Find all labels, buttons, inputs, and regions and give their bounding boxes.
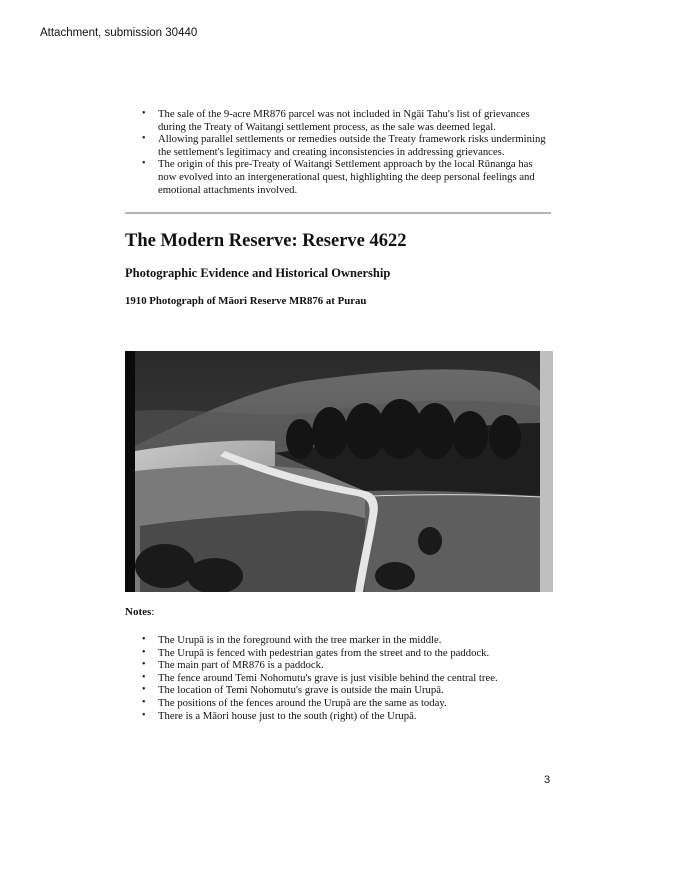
notes-section [125, 606, 555, 722]
list-item: • The fence around Temi Nohomutu's grave is just visible behind the central tree. [125, 672, 555, 685]
page-header: Attachment, submission 30440 [40, 27, 198, 39]
notes-label-text: Notes [125, 606, 152, 618]
photograph-image [125, 351, 553, 592]
list-item: • Allowing parallel settlements or remedies outside the Treaty framework risks undermining the settlement's legitimacy and creating inconsistencies in addressing grievances. [125, 133, 551, 158]
main-content [125, 108, 551, 308]
list-item: • The main part of MR876 is a paddock. [125, 659, 555, 672]
intro-bullet-list [125, 108, 551, 196]
notes-label-suffix: : [151, 606, 155, 618]
list-item: • The origin of this pre-Treaty of Waitangi Settlement approach by the local Rūnanga has now evolved into an intergenerational quest, highlighting the deep personal feelings and emotional attachments involved. [125, 158, 551, 196]
list-item: • The Urupā is in the foreground with the tree marker in the middle. [125, 634, 555, 647]
page-number: 3 [544, 774, 551, 786]
horizontal-divider [125, 212, 551, 214]
list-item: • The Urupā is fenced with pedestrian gates from the street and to the paddock. [125, 647, 555, 660]
notes-bullet-list [125, 634, 555, 722]
historical-photograph [125, 351, 553, 592]
list-item: • The positions of the fences around the Urupā are the same as today. [125, 697, 555, 710]
list-item: • The location of Temi Nohomutu's grave is outside the main Urupā. [125, 684, 555, 697]
notes-heading [125, 606, 555, 618]
photo-caption: 1910 Photograph of Māori Reserve MR876 at Purau [125, 295, 367, 308]
section-subtitle: Photographic Evidence and Historical Ownership [125, 266, 391, 281]
list-item: • There is a Māori house just to the south (right) of the Urupā. [125, 710, 555, 723]
section-title: The Modern Reserve: Reserve 4622 [125, 231, 407, 252]
list-item: • The sale of the 9-acre MR876 parcel was not included in Ngāi Tahu's list of grievances during the Treaty of Waitangi settlement process, as the sale was deemed legal. [125, 108, 551, 133]
